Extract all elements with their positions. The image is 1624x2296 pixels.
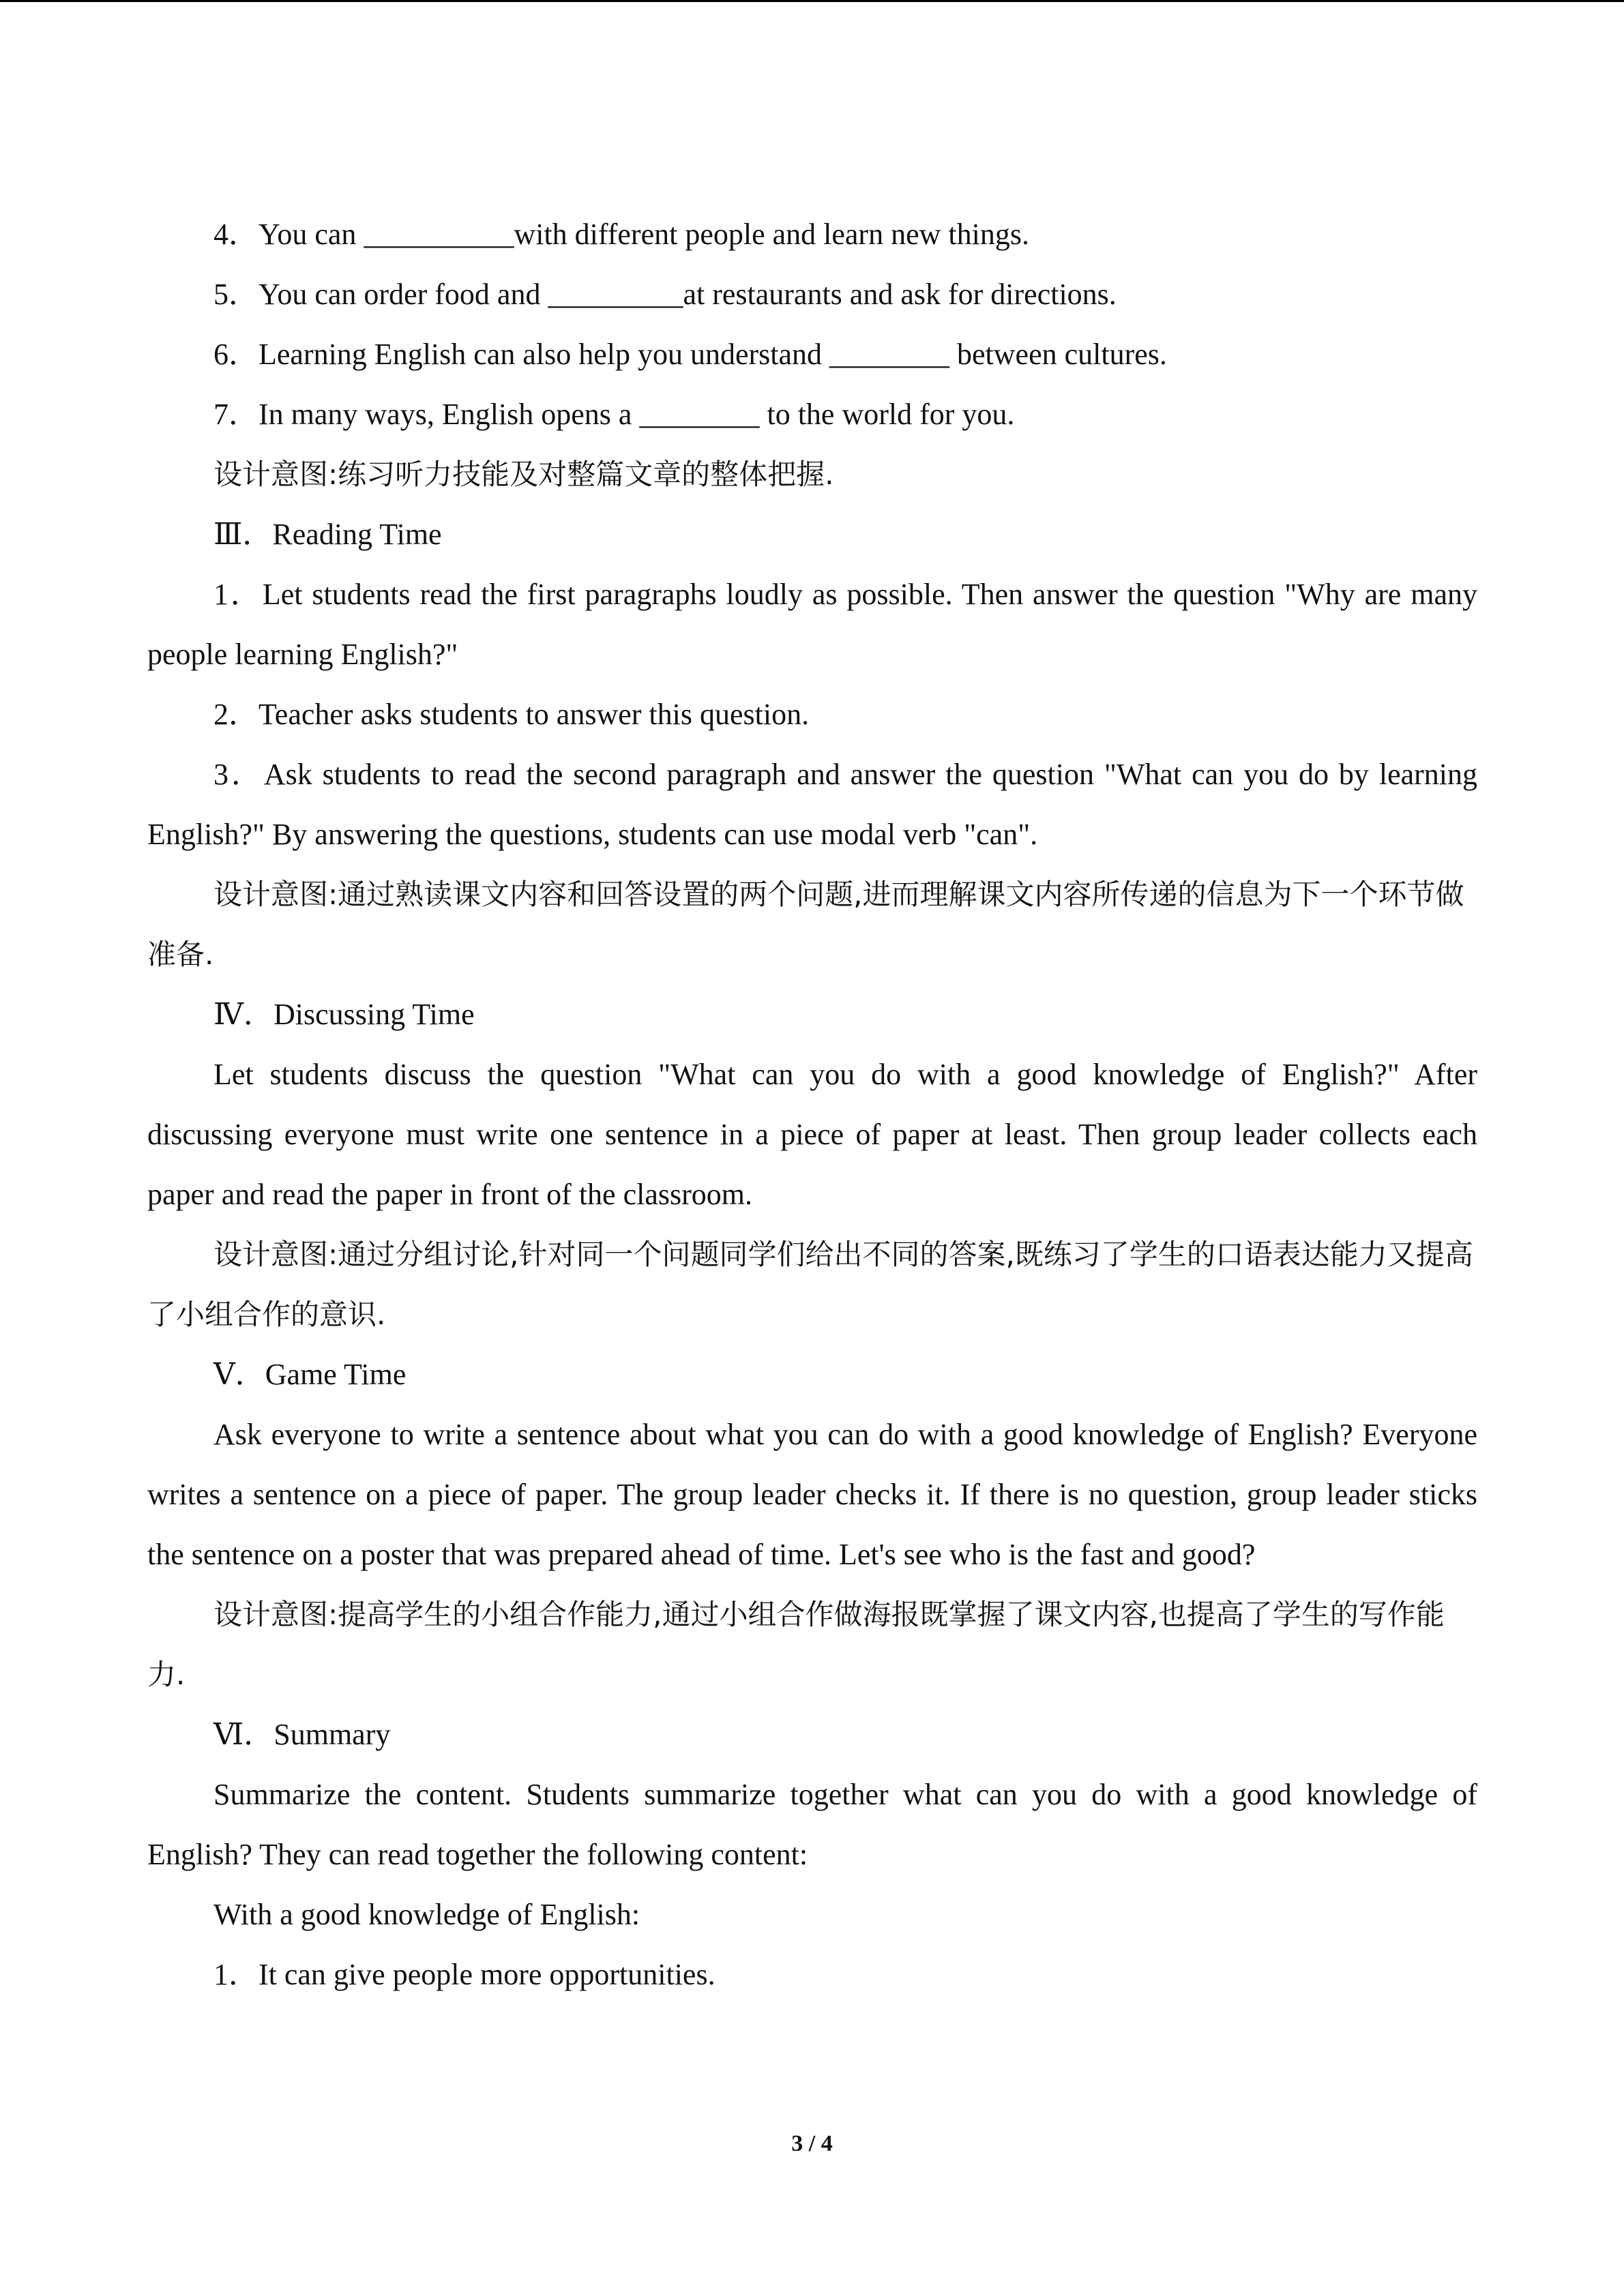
top-border [0,0,1624,2]
fill-item-4 [147,205,1477,265]
reading-item-3: 3．Ask students to read the second paragraph and answer the question "What can you do by learning English?" By answering the questions, students can use modal verb "can". [147,758,1485,851]
discussing-body: Let students discuss the question "What can you do with a good knowledge of English?" After discussing everyone must write one sentence in a piece of paper at least. Then group leader collects each paper and read the paper in front of the classroom. [147,1058,1485,1211]
game-body: Ask everyone to write a sentence about what you can do with a good knowledge of English? Everyone writes a sentence on a piece of paper. The group leader checks it. If there is no question, group leader sticks the sentence on a poster that was prepared ahead of time. Let's see who is the fast and good? [147,1418,1485,1571]
reading-item-1: 1．Let students read the first paragraphs loudly as possible. Then answer the question "Why are many people learning English?" [147,578,1485,671]
fill-item-7-before: 7．In many ways, English opens a [213,398,640,431]
reading-item-2: 2．Teacher asks students to answer this question. [213,698,810,731]
fill-item-4-blank: __________ [364,218,514,251]
fill-item-7 [147,385,1477,445]
fill-item-5-before: 5．You can order food and [213,278,548,311]
fill-item-5 [147,265,1477,325]
summary-lead: With a good knowledge of English: [213,1898,640,1931]
page-number: 3 / 4 [791,2131,833,2156]
summary-body: Summarize the content. Students summarize together what can you do with a good knowledge of English? They can read together the following content: [147,1778,1485,1871]
design-intent-reading: 设计意图:通过熟读课文内容和回答设置的两个问题,进而理解课文内容所传递的信息为下一个环节做准备. [147,878,1464,971]
fill-item-7-after: to the world for you. [759,398,1015,431]
document-page [147,205,1485,2005]
fill-item-5-blank: _________ [548,278,683,311]
section-heading-discussing-time: Ⅳ．Discussing Time [213,998,475,1031]
design-intent-game: 设计意图:提高学生的小组合作能力,通过小组合作做海报既掌握了课文内容,也提高了学生的写作能力. [147,1598,1445,1691]
design-intent-discussing: 设计意图:通过分组讨论,针对同一个问题同学们给出不同的答案,既练习了学生的口语表达能力又提高了小组合作的意识. [147,1238,1473,1331]
section-heading-reading-time: Ⅲ．Reading Time [213,518,442,551]
fill-item-6-blank: ________ [829,338,950,371]
fill-item-6-after: between cultures. [949,338,1167,371]
fill-item-4-before: 4．You can [213,218,364,251]
fill-item-7-blank: ________ [639,398,760,431]
fill-item-4-after: with different people and learn new things. [514,218,1029,251]
fill-item-5-after: at restaurants and ask for directions. [683,278,1117,311]
design-intent-listening: 设计意图:练习听力技能及对整篇文章的整体把握. [213,458,834,491]
fill-item-6-before: 6．Learning English can also help you understand [213,338,830,371]
fill-item-6 [147,325,1477,385]
section-heading-game-time: Ⅴ．Game Time [213,1358,407,1391]
section-heading-summary: Ⅵ．Summary [213,1718,391,1751]
summary-item-1: 1．It can give people more opportunities. [213,1958,715,1991]
